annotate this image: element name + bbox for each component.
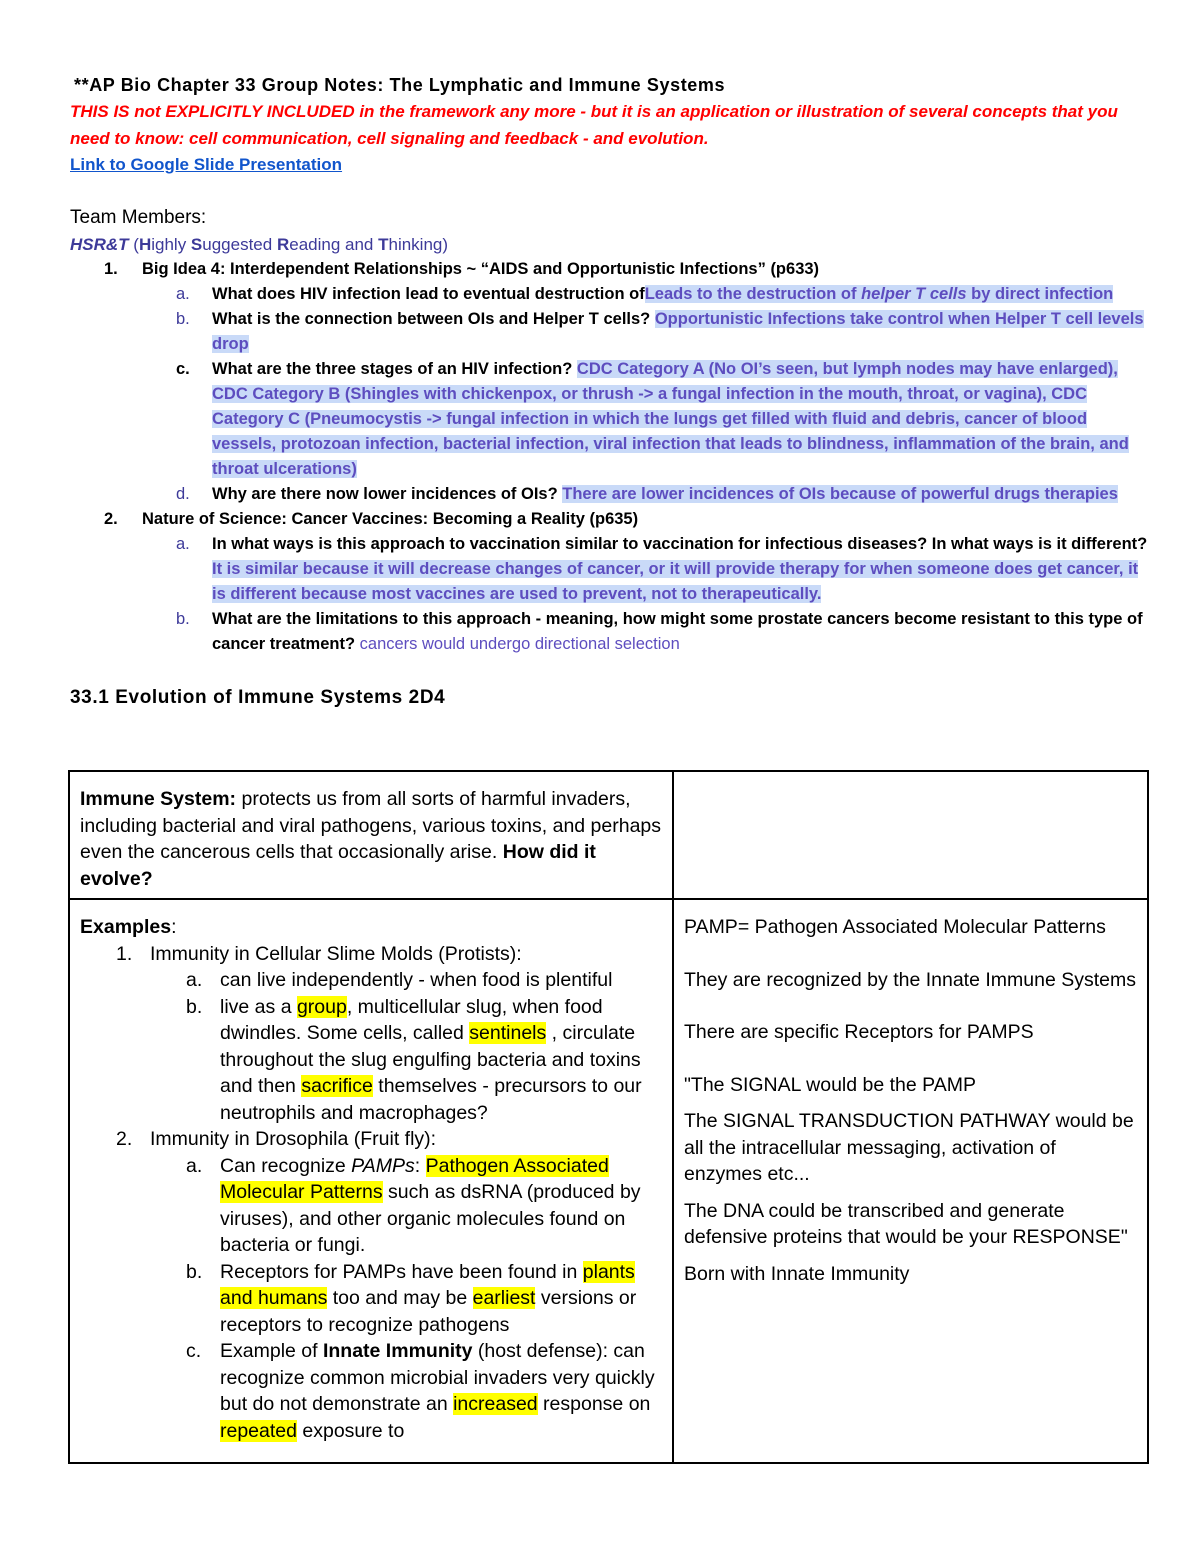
list-text: Receptors for PAMPs have been found in — [220, 1260, 583, 1283]
list-text: (host defense): can recognize common microbial invaders very quickly but do not demonstrate an — [220, 1340, 655, 1415]
section-heading: 33.1 Evolution of Immune Systems 2D4 — [70, 687, 446, 708]
evolve-question: How did it evolve? — [80, 841, 596, 890]
sub-letter: a. — [176, 535, 190, 553]
question-title: Big Idea 4: Interdependent Relationships ~ “AIDS and Opportunistic Infections” (p633) — [142, 260, 820, 278]
highlighted-term: sentinels — [469, 1022, 547, 1044]
hsrt-text: ighly — [151, 235, 191, 254]
examples-label-text: Examples — [80, 916, 172, 938]
framework-note: THIS IS not EXPLICITLY INCLUDED in the framework any more - but it is an application or illustration of several concepts that you need to know: cell communication, cell signaling and feedback - and evolution. — [70, 102, 1118, 148]
sub-question — [70, 482, 1150, 507]
born-innate-note: Born with Innate Immunity — [684, 1262, 910, 1285]
document-title: **AP Bio Chapter 33 Group Notes: The Lymphatic and Immune Systems — [74, 75, 726, 95]
list-text: Immunity in Cellular Slime Molds (Protists): — [150, 942, 522, 965]
list-number: 2. — [116, 1128, 133, 1150]
list-text: , multicellular slug, when food dwindles. Some cells, called — [220, 995, 603, 1044]
sub-answer: Opportunistic Infections take control when Helper T cell levels drop — [212, 310, 1144, 353]
sub-question — [70, 607, 1150, 657]
question-item — [70, 507, 1150, 532]
response-note: The DNA could be transcribed and generate defensive proteins that would be your RESPONSE" — [684, 1199, 1128, 1248]
sub-question-text: What are the three stages of an HIV infection? — [212, 360, 577, 378]
list-letter: b. — [186, 1260, 203, 1283]
list-text: response on — [537, 1393, 651, 1415]
sub-question — [70, 532, 1150, 607]
answer-text: by direct infection — [966, 285, 1114, 303]
list-text: exposure to — [296, 1419, 405, 1442]
transduction-note: The SIGNAL TRANSDUCTION PATHWAY would be all the intracellular messaging, activation of enzymes etc... — [684, 1110, 1134, 1185]
highlighted-term: repeated — [220, 1419, 297, 1442]
table-row — [69, 899, 1148, 1463]
innate-immunity-term: Innate Immunity — [322, 1340, 473, 1362]
pamp-definition: PAMP= Pathogen Associated Molecular Patterns — [684, 916, 1106, 938]
question-number: 2. — [104, 510, 118, 528]
list-text: live as a — [220, 995, 297, 1018]
examples-colon: : — [171, 916, 177, 938]
signal-note: "The SIGNAL would be the PAMP — [684, 1073, 976, 1096]
list-text: too and may be — [327, 1287, 473, 1309]
list-item — [80, 1153, 664, 1259]
answer-text: Leads to the destruction of — [644, 285, 862, 303]
question-item — [70, 257, 1150, 282]
slide-presentation-link[interactable]: Link to Google Slide Presentation — [70, 155, 343, 174]
innate-recognition-note: They are recognized by the Innate Immune Systems — [684, 968, 1136, 991]
list-text: themselves - precursors to our neutrophils and macrophages? — [220, 1075, 642, 1124]
highlighted-term: earliest — [472, 1287, 536, 1309]
team-members-label: Team Members: — [70, 207, 207, 228]
list-item — [80, 1338, 664, 1444]
list-item — [80, 967, 664, 994]
question-number: 1. — [104, 260, 118, 278]
list-text: can live independently - when food is plentiful — [220, 969, 613, 991]
hsrt-letter: R — [276, 235, 290, 254]
sub-letter: b. — [176, 610, 190, 628]
list-text: Can recognize — [220, 1154, 352, 1177]
list-letter: a. — [186, 969, 203, 991]
highlighted-term: Pathogen Associated Molecular Patterns — [220, 1154, 609, 1203]
sub-question — [70, 357, 1150, 482]
hsrt-abbr: HSR&T — [70, 235, 129, 254]
hsrt-line — [70, 232, 1150, 257]
highlighted-term: sacrifice — [301, 1075, 373, 1097]
list-item — [80, 1126, 664, 1153]
hsrt-letter: S — [190, 235, 203, 254]
list-text: : — [414, 1154, 426, 1177]
list-item — [80, 994, 664, 1127]
sub-letter: b. — [176, 310, 190, 328]
list-item — [80, 1259, 664, 1339]
sub-answer: CDC Category A (No OI’s seen, but lymph nodes may have enlarged), CDC Category B (Shingles with chickenpox, or thrush -> a fungal infection in the mouth, throat, or vagina), CDC Category C (Pneumocystis -> fungal infection in which the lungs get filled with fluid and debris, cancer of blood vessels, protozoan infection, bacterial infection, viral infection that leads to blindness, inflammation of the brain, and throat ulcerations) — [212, 360, 1129, 478]
document-page — [70, 72, 1150, 711]
list-text: , circulate throughout the slug engulfing bacteria and toxins and then — [220, 1022, 641, 1097]
question-list — [70, 257, 1150, 657]
immune-system-term: Immune System: — [80, 788, 237, 810]
immune-system-definition: protects us from all sorts of harmful invaders, including bacterial and viral pathogens, various toxins, and perhaps even the cancerous cells that occasionally arise. — [80, 788, 662, 863]
list-item — [80, 941, 664, 968]
sub-answer — [645, 285, 1114, 303]
answer-emphasis: helper T cells — [861, 285, 967, 303]
sub-answer: There are lower incidences of OIs because of powerful drugs therapies — [562, 485, 1118, 503]
sub-letter: a. — [176, 285, 190, 303]
list-letter: a. — [186, 1154, 203, 1177]
table-cell — [673, 771, 1148, 899]
list-number: 1. — [116, 942, 133, 965]
examples-label — [80, 914, 664, 941]
list-text: Immunity in Drosophila (Fruit fly): — [150, 1128, 437, 1150]
highlighted-term: plants and humans — [220, 1260, 635, 1309]
table-cell — [69, 771, 673, 899]
sub-letter: c. — [176, 360, 190, 378]
sub-answer: It is similar because it will decrease changes of cancer, or it will provide therapy for when someone does get cancer, it is different because most vaccines are used to prevent, not to therapeutically. — [212, 560, 1139, 603]
sub-question — [70, 307, 1150, 357]
hsrt-text: eading and — [289, 235, 379, 254]
hsrt-text: uggested — [202, 235, 277, 254]
table-row — [69, 771, 1148, 899]
highlighted-term: increased — [453, 1393, 538, 1415]
sub-question-text: What are the limitations to this approach - meaning, how might some prostate cancers become resistant to this type of cancer treatment? — [212, 610, 1143, 653]
list-text: versions or receptors to recognize pathogens — [220, 1287, 637, 1336]
list-text: Example of — [220, 1340, 323, 1362]
table-cell — [673, 899, 1148, 1463]
sub-question-text: Why are there now lower incidences of OIs? — [212, 485, 563, 503]
sub-answer: cancers would undergo directional selection — [359, 635, 680, 653]
sub-question-text: What is the connection between OIs and Helper T cells? — [212, 310, 655, 328]
notes-table — [68, 770, 1149, 1464]
pamps-term: PAMPs — [351, 1154, 415, 1177]
list-text: such as dsRNA (produced by viruses), and other organic molecules found on bacteria or fungi. — [220, 1181, 641, 1256]
hsrt-letter: T — [378, 235, 389, 254]
sub-question — [70, 282, 1150, 307]
receptors-note: There are specific Receptors for PAMPS — [684, 1021, 1034, 1043]
table-cell — [69, 899, 673, 1463]
sub-question-text: In what ways is this approach to vaccination similar to vaccination for infectious diseases? In what ways is it different? — [212, 535, 1148, 553]
hsrt-text: ( — [128, 235, 139, 254]
list-letter: b. — [186, 995, 203, 1018]
question-title: Nature of Science: Cancer Vaccines: Becoming a Reality (p635) — [142, 510, 639, 528]
sub-letter: d. — [176, 485, 190, 503]
list-letter: c. — [186, 1340, 202, 1362]
hsrt-text: hinking) — [388, 235, 449, 254]
sub-question-text: What does HIV infection lead to eventual destruction of — [212, 285, 645, 303]
highlighted-term: group — [296, 995, 347, 1018]
hsrt-letter: H — [138, 235, 152, 254]
